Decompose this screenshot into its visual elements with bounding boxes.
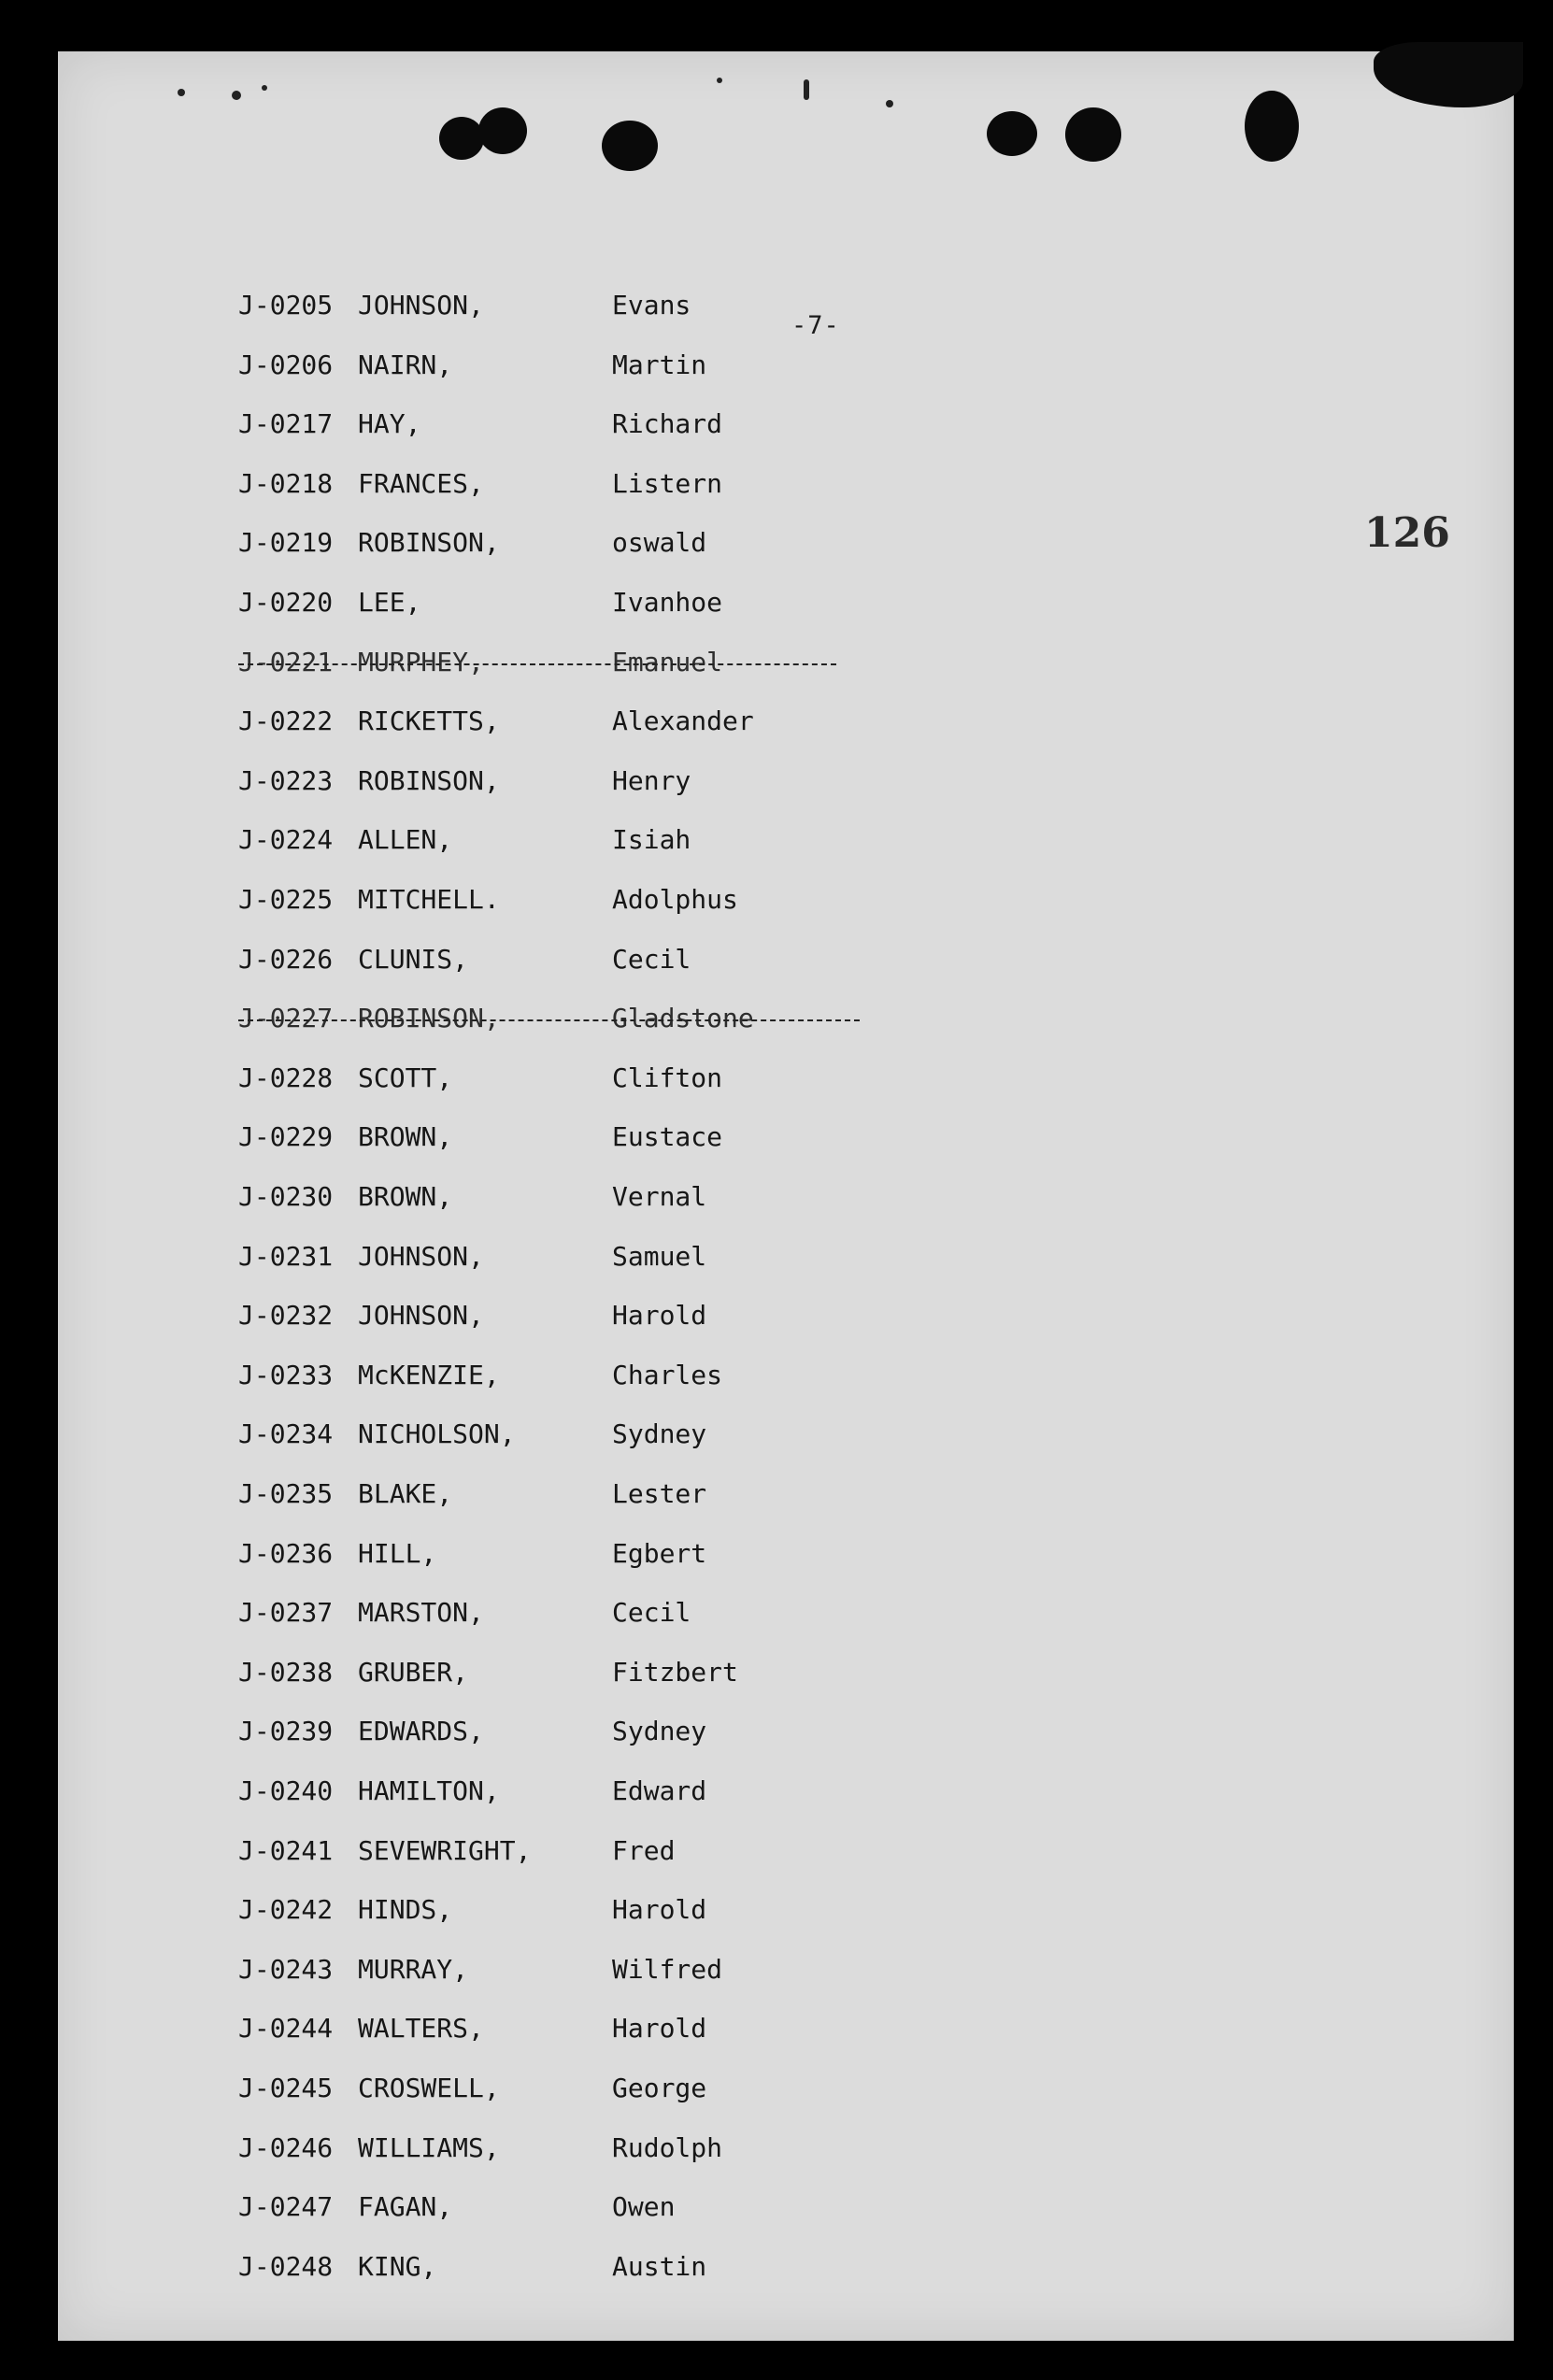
record-surname: LEE, [358,587,421,618]
record-id: J-0219 [238,527,334,558]
record-given-name: Clifton [612,1062,723,1093]
record-given-name: Richard [612,408,723,439]
record-given-name: Sydney [612,1418,707,1449]
record-given-name: Cecil [612,944,691,975]
record-id: J-0225 [238,884,334,915]
record-given-name: Eustace [612,1121,723,1152]
record-id: J-0243 [238,1954,334,1985]
record-surname: MARSTON, [358,1597,484,1628]
record-row [58,527,992,564]
record-id: J-0231 [238,1241,334,1272]
record-id: J-0217 [238,408,334,439]
record-row [58,1181,992,1219]
record-given-name: Fred [612,1835,676,1866]
record-row [58,1835,992,1873]
record-given-name: Charles [612,1360,723,1390]
record-id: J-0230 [238,1181,334,1212]
record-given-name: Vernal [612,1181,707,1212]
record-surname: McKENZIE, [358,1360,500,1390]
record-surname: RICKETTS, [358,705,500,736]
record-given-name: Harold [612,1300,707,1331]
record-id: J-0238 [238,1657,334,1688]
ink-speck [178,89,185,96]
record-row [58,349,992,387]
record-id: J-0234 [238,1418,334,1449]
record-given-name: Adolphus [612,884,738,915]
record-given-name: Listern [612,468,723,499]
record-surname: ROBINSON, [358,765,500,796]
record-surname: JOHNSON, [358,1300,484,1331]
record-id: J-0244 [238,2013,334,2044]
record-surname: MITCHELL. [358,884,500,915]
ink-speck [232,91,241,100]
record-given-name: Rudolph [612,2132,723,2163]
record-id: J-0205 [238,290,334,321]
record-id: J-0229 [238,1121,334,1152]
ink-speck [804,79,809,100]
record-row [58,1775,992,1813]
record-surname: JOHNSON, [358,290,484,321]
folio-number: 126 [1364,509,1450,557]
record-surname: CROSWELL, [358,2073,500,2103]
record-given-name: oswald [612,527,707,558]
record-id: J-0241 [238,1835,334,1866]
record-id: J-0235 [238,1478,334,1509]
record-given-name: Evans [612,290,691,321]
record-given-name: Ivanhoe [612,587,723,618]
document-page [58,51,1514,2341]
record-id: J-0220 [238,587,334,618]
punch-hole [602,121,658,171]
record-given-name: Egbert [612,1538,707,1569]
record-given-name: Gladstone [612,1003,754,1033]
record-row [58,1657,992,1694]
record-row [58,2132,992,2170]
record-row [58,2073,992,2110]
record-id: J-0226 [238,944,334,975]
record-given-name: Emanuel [612,647,723,677]
record-surname: FAGAN, [358,2191,453,2222]
record-given-name: Cecil [612,1597,691,1628]
record-row [58,1954,992,1991]
record-surname: ROBINSON, [358,1003,500,1033]
record-id: J-0227 [238,1003,334,1033]
record-row [58,944,992,981]
record-given-name: Edward [612,1775,707,1806]
record-id: J-0239 [238,1716,334,1746]
record-row [58,1716,992,1753]
record-row [58,884,992,921]
record-row [58,1241,992,1278]
record-row [58,468,992,506]
strikethrough-line [238,663,836,665]
record-id: J-0246 [238,2132,334,2163]
record-row [58,2251,992,2288]
struck-record-row [58,647,992,684]
record-id: J-0247 [238,2191,334,2222]
record-row [58,290,992,327]
punch-hole [1245,91,1299,162]
ink-speck [262,85,267,91]
record-given-name: Harold [612,1894,707,1925]
record-given-name: Martin [612,349,707,380]
record-surname: NICHOLSON, [358,1418,516,1449]
record-given-name: Samuel [612,1241,707,1272]
record-given-name: Lester [612,1478,707,1509]
ink-speck [886,100,893,107]
record-row [58,1121,992,1159]
record-row [58,1300,992,1337]
record-id: J-0221 [238,647,334,677]
record-surname: BLAKE, [358,1478,453,1509]
record-id: J-0232 [238,1300,334,1331]
record-given-name: Owen [612,2191,676,2222]
record-surname: MURPHEY, [358,647,484,677]
record-given-name: Wilfred [612,1954,723,1985]
record-given-name: Henry [612,765,691,796]
torn-corner [1374,42,1523,107]
record-surname: MURRAY, [358,1954,469,1985]
record-surname: WALTERS, [358,2013,484,2044]
record-surname: JOHNSON, [358,1241,484,1272]
record-id: J-0223 [238,765,334,796]
record-row [58,1894,992,1931]
record-id: J-0228 [238,1062,334,1093]
punch-hole [1065,107,1121,162]
record-id: J-0224 [238,824,334,855]
record-row [58,1597,992,1634]
record-row [58,1062,992,1100]
record-id: J-0240 [238,1775,334,1806]
record-surname: KING, [358,2251,437,2282]
record-surname: WILLIAMS, [358,2132,500,2163]
record-row [58,2191,992,2229]
record-surname: SEVEWRIGHT, [358,1835,532,1866]
record-given-name: Alexander [612,705,754,736]
record-row [58,1538,992,1575]
record-id: J-0206 [238,349,334,380]
punch-hole [478,107,527,154]
record-given-name: Austin [612,2251,707,2282]
record-row [58,1360,992,1397]
record-id: J-0242 [238,1894,334,1925]
record-given-name: Fitzbert [612,1657,738,1688]
record-surname: HINDS, [358,1894,453,1925]
record-given-name: Isiah [612,824,691,855]
record-surname: ALLEN, [358,824,453,855]
record-row [58,765,992,803]
record-surname: BROWN, [358,1181,453,1212]
record-surname: NAIRN, [358,349,453,380]
record-row [58,2013,992,2050]
record-row [58,587,992,624]
record-id: J-0236 [238,1538,334,1569]
page-number: -7- [791,311,840,340]
record-row [58,1478,992,1516]
record-id: J-0248 [238,2251,334,2282]
record-row [58,1418,992,1456]
record-id: J-0218 [238,468,334,499]
record-id: J-0245 [238,2073,334,2103]
record-surname: HILL, [358,1538,437,1569]
record-row [58,824,992,862]
record-surname: GRUBER, [358,1657,469,1688]
strikethrough-line [238,1019,860,1021]
record-surname: HAY, [358,408,421,439]
record-surname: HAMILTON, [358,1775,500,1806]
record-id: J-0237 [238,1597,334,1628]
record-id: J-0233 [238,1360,334,1390]
record-surname: FRANCES, [358,468,484,499]
punch-hole [987,111,1037,156]
record-surname: SCOTT, [358,1062,453,1093]
record-id: J-0222 [238,705,334,736]
record-surname: ROBINSON, [358,527,500,558]
struck-record-row [58,1003,992,1040]
record-given-name: Harold [612,2013,707,2044]
record-row [58,408,992,446]
record-row [58,705,992,743]
record-surname: CLUNIS, [358,944,469,975]
record-surname: BROWN, [358,1121,453,1152]
punch-hole [439,117,484,160]
record-surname: EDWARDS, [358,1716,484,1746]
record-given-name: Sydney [612,1716,707,1746]
record-given-name: George [612,2073,707,2103]
ink-speck [717,78,722,83]
